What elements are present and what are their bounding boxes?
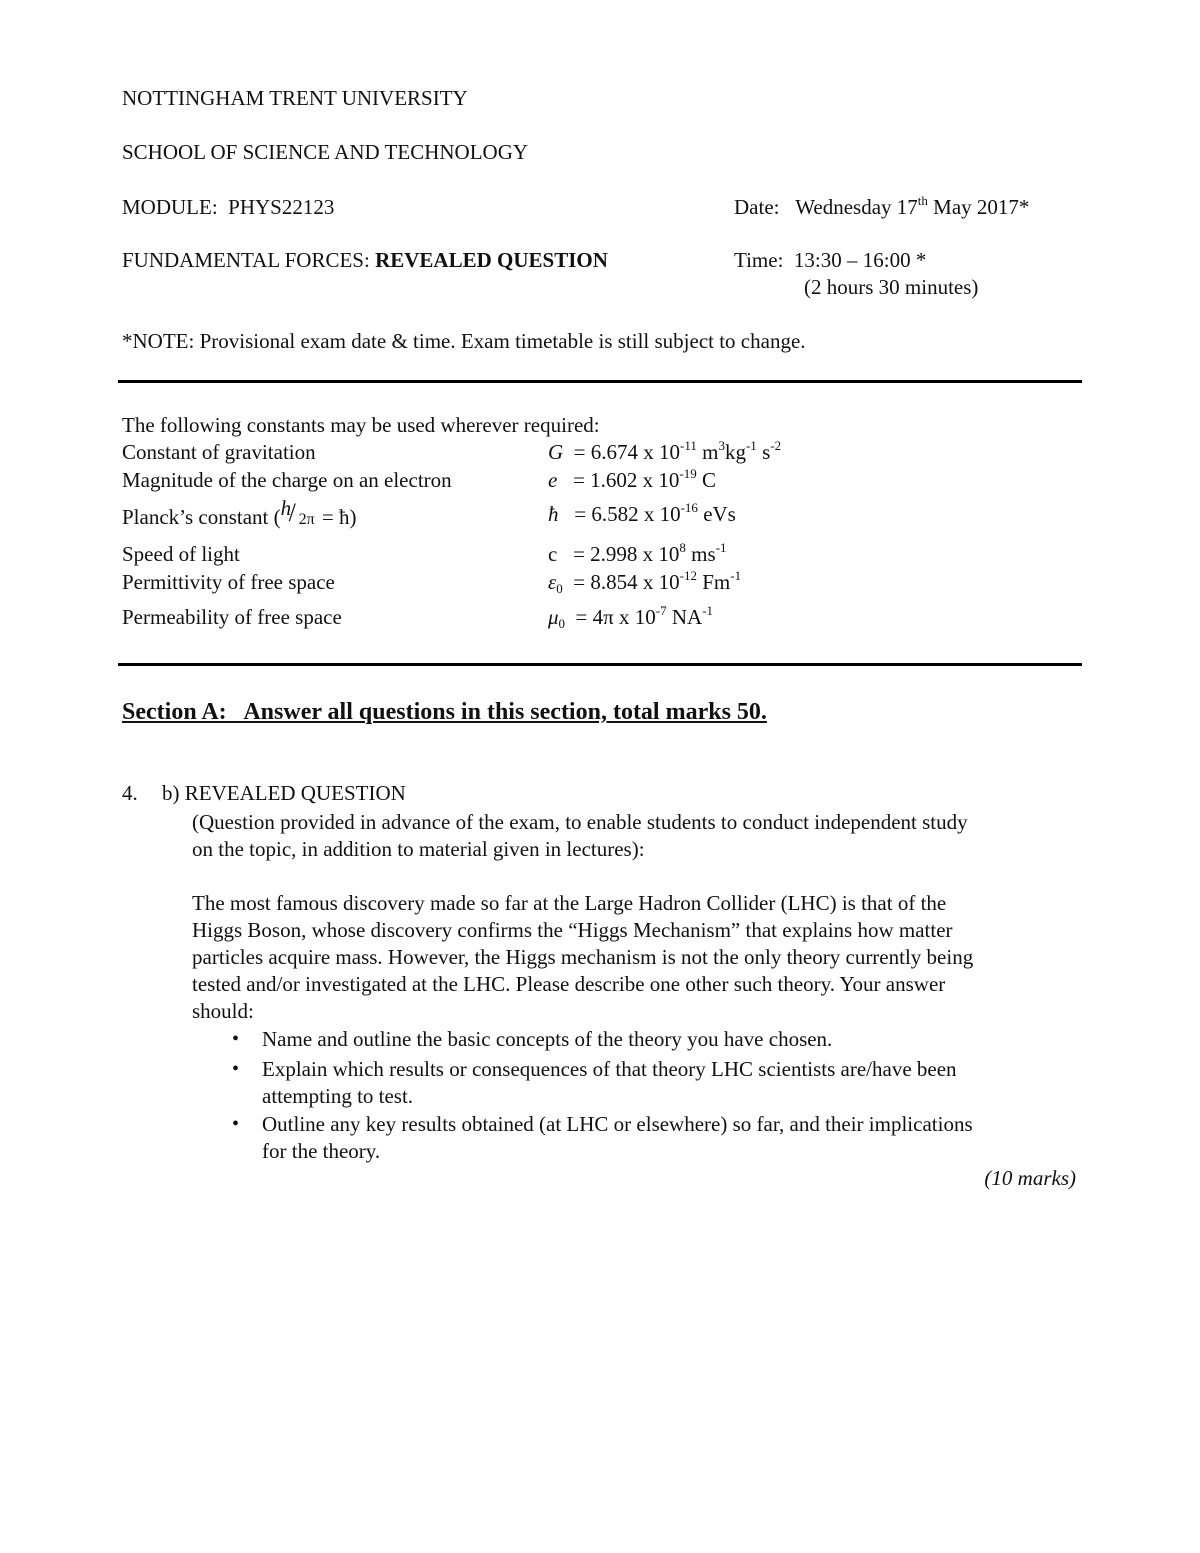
time-value: 13:30 – 16:00 * <box>793 248 927 272</box>
h-over-2pi-fraction: h / 2π <box>280 496 315 528</box>
constant-gravitation-symbol: G <box>548 440 564 464</box>
constant-gravitation-name: Constant of gravitation <box>122 440 316 464</box>
bullet-3-line-1: Outline any key results obtained (at LHC or elsewhere) so far, and their implications <box>262 1112 973 1136</box>
bullet-2-line-1: Explain which results or consequences of that theory LHC scientists are/have been <box>262 1057 957 1081</box>
exam-title-plain: FUNDAMENTAL FORCES: <box>122 248 376 272</box>
constant-electron-name: Magnitude of the charge on an electron <box>122 468 452 492</box>
question-part: b) REVEALED QUESTION <box>162 781 406 805</box>
bullet-1-line-1: Name and outline the basic concepts of the theory you have chosen. <box>262 1027 833 1051</box>
date-line <box>734 193 1030 219</box>
constants-intro: The following constants may be used wherever required: <box>122 413 600 437</box>
module-label: MODULE: <box>122 195 218 219</box>
constant-light-symbol: c <box>548 542 558 566</box>
question-body-line-4: tested and/or investigated at the LHC. Please describe one other such theory. Your answer <box>192 972 946 996</box>
constant-light-name: Speed of light <box>122 542 240 566</box>
divider-top <box>118 380 1082 383</box>
bullet-icon: • <box>232 1028 240 1050</box>
constant-electron-value: e = 1.602 x $10^{-19}$ C <box>548 466 717 492</box>
bullet-icon: • <box>232 1058 240 1080</box>
question-number: 4. <box>122 781 138 805</box>
constant-planck-name: Planck’s constant ( h / 2π = ħ) <box>122 496 357 529</box>
constant-electron-symbol: e <box>548 468 558 492</box>
question-body-line-3: particles acquire mass. However, the Higgs mechanism is not the only theory currently being <box>192 945 974 969</box>
date-prefix: Wednesday 17 <box>795 195 918 219</box>
constant-permittivity-name: Permittivity of free space <box>122 570 335 594</box>
date-suffix: May 2017* <box>927 195 1030 219</box>
question-marks: (10 marks) <box>984 1166 1076 1190</box>
constant-light-value: c = 2.998 x $10^8$ $ms^{-1}$ <box>548 540 727 566</box>
exam-title-bold: REVEALED QUESTION <box>375 248 608 272</box>
divider-bottom <box>118 663 1082 666</box>
constant-planck-value: ħ = 6.582 x $10^{-16}$ eVs <box>548 500 736 526</box>
question-body-line-5: should: <box>192 999 254 1023</box>
question-body-line-1: The most famous discovery made so far at the Large Hadron Collider (LHC) is that of the <box>192 891 947 915</box>
exam-duration: (2 hours 30 minutes) <box>804 275 979 299</box>
constant-permittivity-symbol: ε <box>548 570 557 594</box>
time-label: Time: <box>734 248 784 272</box>
constant-permeability-value: $\mu_0 = 4\pi$ x $10^{-7}$ $NA^{-1}$ <box>548 603 714 631</box>
date-label: Date: <box>734 195 780 219</box>
section-heading: Section A: Answer all questions in this section, total marks 50. <box>122 699 767 725</box>
school-name: SCHOOL OF SCIENCE AND TECHNOLOGY <box>122 140 529 164</box>
question-intro-line-1: (Question provided in advance of the exam, to enable students to conduct independent study <box>192 810 968 834</box>
bullet-3-line-2: for the theory. <box>262 1139 381 1163</box>
constant-planck-symbol: ħ <box>548 502 559 526</box>
constant-permeability-symbol: μ <box>548 605 559 629</box>
bullet-2-line-2: attempting to test. <box>262 1084 414 1108</box>
time-line <box>734 250 926 271</box>
question-intro-line-2: on the topic, in addition to material given in lectures): <box>192 837 645 861</box>
question-body-line-2: Higgs Boson, whose discovery confirms the “Higgs Mechanism” that explains how matter <box>192 918 953 942</box>
constant-gravitation-value: G = 6.674 x $10^{-11}$ $m^3kg^{-1}$ $s^{-2}$ <box>548 438 782 464</box>
university-name: NOTTINGHAM TRENT UNIVERSITY <box>122 86 468 110</box>
bullet-icon: • <box>232 1113 240 1135</box>
constant-permeability-name: Permeability of free space <box>122 605 342 629</box>
module-line <box>122 197 334 218</box>
date-sup: th <box>917 193 928 208</box>
module-code: PHYS22123 <box>228 195 335 219</box>
constant-permittivity-value: $\varepsilon_0 = 8.854$ x $10^{-12}$ $Fm^{-1}$ <box>548 568 742 596</box>
exam-title <box>122 250 608 271</box>
provisional-note: *NOTE: Provisional exam date & time. Exam timetable is still subject to change. <box>122 329 806 353</box>
